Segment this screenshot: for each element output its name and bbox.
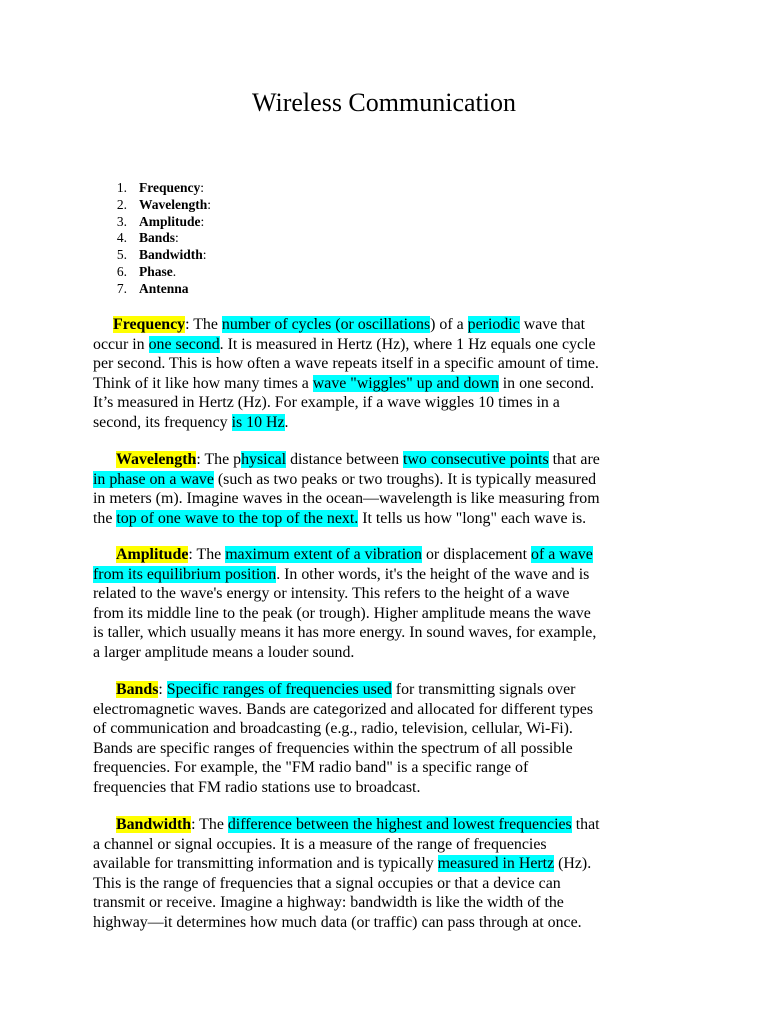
text-run: (such as two peaks or two troughs). It is typically measured (213, 470, 597, 488)
paragraph-line (93, 913, 671, 933)
highlighted-phrase: two consecutive points (403, 451, 549, 468)
topic-list-item (93, 197, 211, 214)
paragraph-line (93, 509, 671, 529)
text-run: per second. This is how often a wave repeats itself in a specific amount of time. (93, 355, 599, 373)
text-run: distance between (286, 451, 404, 468)
text-run: occur in (93, 335, 149, 353)
paragraph-line (93, 719, 671, 739)
topic-suffix: : (200, 180, 205, 195)
topic-term: Bands (139, 230, 176, 246)
paragraph-line (93, 604, 671, 624)
paragraph-line (93, 854, 671, 874)
highlighted-phrase: Specific ranges of frequencies used (166, 681, 392, 698)
paragraph-line (93, 545, 671, 565)
paragraph-line (93, 470, 671, 490)
paragraph-line (93, 374, 671, 394)
highlighted-phrase: measured in Hertz (437, 855, 555, 873)
topic-number: 1. (116, 180, 127, 195)
text-run: . (284, 413, 289, 431)
topic-number: 3. (116, 213, 127, 229)
text-run: is taller, which usually means it has more energy. In sound waves, for example, (93, 624, 597, 642)
paragraph-line (93, 815, 671, 835)
topic-list-item (93, 230, 211, 247)
paragraph-line (93, 565, 671, 585)
text-run: : The (188, 546, 226, 563)
text-run: : The p (196, 451, 242, 468)
topic-suffix: : (207, 196, 212, 212)
topic-suffix: . (172, 263, 177, 279)
paragraph-wavelength (93, 450, 671, 528)
text-run: that (571, 816, 600, 833)
paragraph-bands (93, 680, 671, 798)
paragraph-frequency (93, 315, 671, 433)
topic-number: 7. (116, 280, 127, 296)
topic-number: 2. (116, 196, 127, 212)
text-run: electromagnetic waves. Bands are categorized and allocated for different types (93, 700, 594, 718)
text-run: a channel or signal occupies. It is a measure of the range of frequencies (93, 835, 547, 853)
text-run: available for transmitting information and is typically (93, 855, 438, 873)
highlighted-phrase: wave "wiggles" up and down (312, 374, 499, 392)
topic-suffix: : (202, 247, 207, 263)
topic-list-item (93, 264, 211, 281)
topic-term: Frequency (139, 180, 201, 195)
text-run: It’s measured in Hertz (Hz). For example, if a wave wiggles 10 times in a (93, 394, 560, 412)
text-run: ) of a (430, 316, 468, 333)
paragraph-line (93, 413, 671, 433)
paragraph-line (93, 354, 671, 374)
text-run: of communication and broadcasting (e.g., radio, television, cellular, Wi-Fi). (93, 720, 573, 738)
paragraph-line (93, 758, 671, 778)
paragraph-line (93, 835, 671, 855)
text-run: that are (548, 451, 600, 468)
text-run: : The (185, 316, 222, 333)
text-run: second, its frequency (93, 413, 232, 431)
text-run: : (158, 681, 167, 698)
paragraph-line (93, 893, 671, 913)
topic-list-item (93, 281, 211, 298)
text-run: This is the range of frequencies that a signal occupies or that a device can (93, 874, 561, 892)
highlighted-phrase: from its equilibrium position (93, 565, 277, 583)
text-run: a larger amplitude means a louder sound. (93, 643, 355, 661)
text-run: wave that (519, 316, 586, 333)
topic-suffix: : (200, 213, 205, 229)
topic-suffix: : (175, 230, 179, 246)
text-run: frequencies that FM radio stations use to broadcast. (93, 778, 421, 796)
paragraph-line (93, 680, 671, 700)
paragraph-line (93, 450, 671, 470)
topic-term: Phase (139, 263, 173, 279)
text-run: (Hz). (554, 855, 592, 873)
paragraph-line (93, 874, 671, 894)
paragraph-line (93, 623, 671, 643)
document-title: Wireless Communication (252, 88, 516, 117)
paragraph-line (93, 315, 671, 335)
highlighted-phrase: hysical (241, 451, 287, 468)
highlighted-phrase: one second (148, 335, 220, 353)
paragraph-line (93, 584, 671, 604)
highlighted-term: Bands (116, 681, 159, 698)
paragraph-line (93, 489, 671, 509)
highlighted-term: Frequency (113, 316, 186, 333)
topic-list-item (93, 247, 211, 264)
highlighted-phrase: is 10 Hz (231, 413, 285, 431)
text-run: in meters (m). Imagine waves in the ocean—wavelength is like measuring from (93, 490, 600, 508)
text-run: . In other words, it's the height of the wave and is (276, 565, 590, 583)
highlighted-phrase: periodic (467, 316, 520, 333)
highlighted-term: Wavelength (116, 451, 197, 468)
paragraph-bandwidth (93, 815, 671, 933)
topic-list-item (93, 214, 211, 231)
highlighted-phrase: top of one wave to the top of the next. (116, 509, 359, 527)
paragraph-line (93, 778, 671, 798)
text-run: highway—it determines how much data (or traffic) can pass through at once. (93, 913, 582, 931)
text-run: Think of it like how many times a (93, 374, 313, 392)
text-run: Bands are specific ranges of frequencies within the spectrum of all possible (93, 739, 573, 757)
text-run: : The (191, 816, 228, 833)
topic-list-item (93, 180, 211, 197)
text-run: frequencies. For example, the "FM radio band" is a specific range of (93, 759, 529, 777)
text-run: from its middle line to the peak (or trough). Higher amplitude means the wave (93, 604, 591, 622)
text-run: the (93, 509, 117, 527)
topic-number: 6. (116, 263, 127, 279)
topic-term: Bandwidth (139, 247, 203, 263)
paragraph-line (93, 393, 671, 413)
topic-list (93, 180, 211, 298)
paragraph-amplitude (93, 545, 671, 663)
topic-number: 5. (116, 247, 127, 263)
topic-term: Amplitude (139, 213, 201, 229)
topic-number: 4. (116, 230, 127, 246)
text-run: in one second. (498, 374, 595, 392)
text-run: . It is measured in Hertz (Hz), where 1 Hz equals one cycle (219, 335, 596, 353)
highlighted-term: Amplitude (116, 546, 189, 563)
highlighted-phrase: in phase on a wave (93, 470, 214, 488)
highlighted-phrase: number of cycles (or oscillations (221, 316, 431, 333)
text-run: for transmitting signals over (391, 681, 576, 698)
highlighted-phrase: of a wave (531, 546, 593, 563)
paragraph-line (93, 643, 671, 663)
text-run: related to the wave's energy or intensity. This refers to the height of a wave (93, 585, 570, 603)
topic-term: Wavelength (139, 196, 208, 212)
text-run: It tells us how "long" each wave is. (358, 509, 587, 527)
paragraph-line (93, 739, 671, 759)
highlighted-phrase: difference between the highest and lowest frequencies (227, 816, 572, 833)
highlighted-term: Bandwidth (116, 816, 192, 833)
text-run: transmit or receive. Imagine a highway: bandwidth is like the width of the (93, 894, 564, 912)
topic-term: Antenna (139, 280, 189, 296)
paragraph-line (93, 335, 671, 355)
text-run: or displacement (422, 546, 532, 563)
highlighted-phrase: maximum extent of a vibration (225, 546, 423, 563)
paragraph-line (93, 700, 671, 720)
